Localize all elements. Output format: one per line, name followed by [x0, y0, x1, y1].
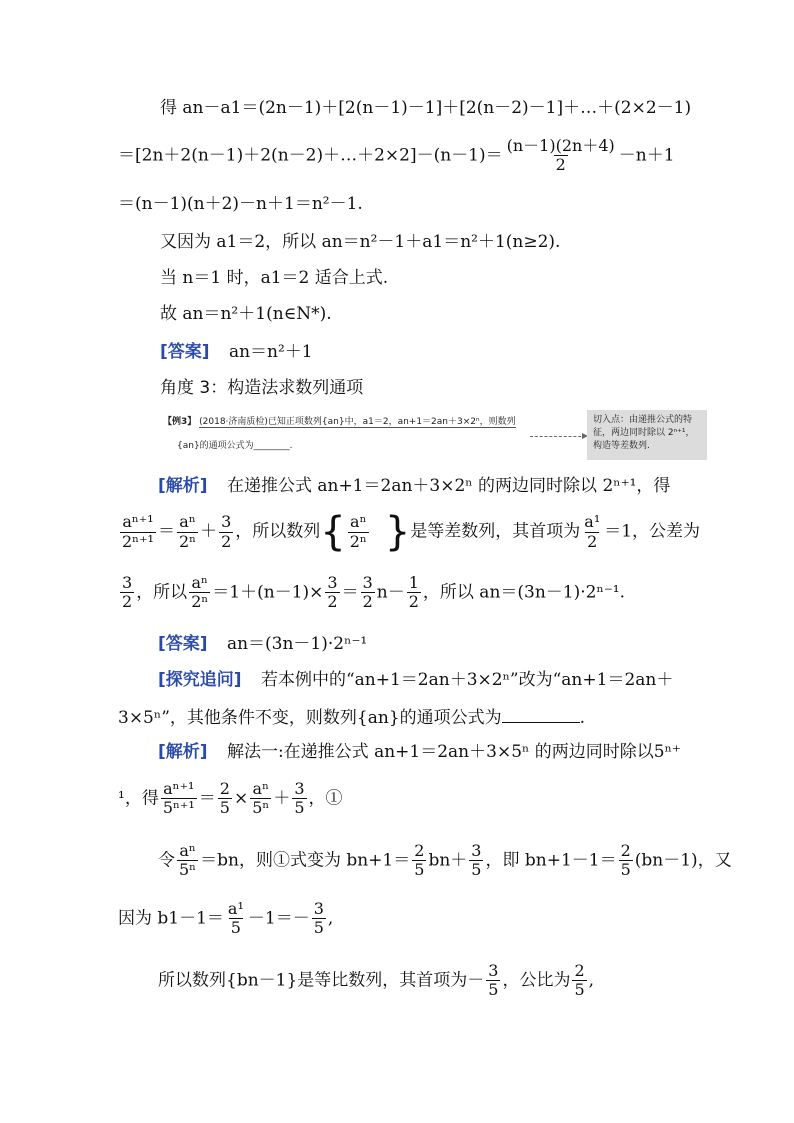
- fraction-numerator: 3: [327, 573, 338, 592]
- text: ,: [327, 908, 334, 929]
- fraction-numerator: aⁿ: [252, 779, 270, 798]
- solution-line-5: [158, 962, 594, 1000]
- fraction-numerator: 3: [294, 779, 305, 798]
- fraction-denominator: 2: [587, 531, 598, 551]
- fraction: [407, 574, 421, 612]
- fraction-numerator: a¹: [227, 899, 244, 918]
- example-line-2: {an}的通项公式为________.: [177, 441, 293, 451]
- fraction: [312, 900, 326, 938]
- answer-1: [160, 344, 313, 361]
- analysis-line-2: [118, 509, 701, 555]
- answer-label: [答案]: [160, 342, 210, 362]
- right-brace-icon: }: [384, 509, 411, 555]
- text: bn＋: [428, 850, 468, 871]
- fraction: [120, 574, 134, 612]
- fraction-numerator: aⁿ⁺¹: [122, 512, 154, 532]
- fraction-numerator: 2: [219, 779, 230, 798]
- solution-label: [解析]: [158, 742, 208, 762]
- text: ，所以数列: [235, 521, 321, 542]
- fraction-denominator: 5: [230, 918, 241, 938]
- explore-label: [探究追问]: [158, 670, 242, 690]
- fraction-numerator: 2: [620, 841, 631, 860]
- equation-line-1: 得 an－a1＝(2n－1)＋[2(n－1)－1]＋[2(n－2)－1]＋…＋(2×2－1): [160, 98, 692, 118]
- fraction-denominator: 2ⁿ: [191, 592, 209, 612]
- equals-sign: ＝: [157, 521, 175, 542]
- equals-sign: ＝: [198, 788, 216, 809]
- fraction: [219, 513, 233, 551]
- fraction: [120, 513, 156, 551]
- example-problem: [163, 410, 583, 460]
- fraction-numerator: 3: [122, 573, 133, 592]
- fraction-denominator: 2: [555, 155, 566, 175]
- fraction-denominator: 2: [122, 592, 133, 612]
- fraction: [325, 574, 339, 612]
- fraction-denominator: 2: [408, 592, 419, 612]
- fraction-denominator: 5: [313, 918, 324, 938]
- fraction: [292, 780, 306, 818]
- answer-2: [158, 636, 367, 653]
- equation-line-3: ＝(n－1)(n＋2)－n＋1＝n²－1.: [118, 194, 363, 214]
- fraction: [412, 842, 426, 880]
- fraction-denominator: 5: [574, 980, 585, 1000]
- text: 是等差数列，其首项为: [410, 521, 581, 542]
- arrow-icon: [530, 436, 586, 438]
- fraction-denominator: 2: [362, 592, 373, 612]
- text: 所以数列{bn－1}是等比数列，其首项为－: [158, 970, 485, 991]
- fraction-numerator: 1: [408, 573, 419, 592]
- answer-value: an＝n²＋1: [228, 342, 313, 362]
- fraction: [469, 842, 483, 880]
- fraction-denominator: 5: [471, 860, 482, 880]
- fraction-denominator: 5: [219, 798, 230, 818]
- fraction-numerator: 3: [313, 899, 324, 918]
- fraction-denominator: 2ⁿ⁺¹: [122, 531, 154, 551]
- fraction-numerator: aⁿ: [179, 841, 196, 860]
- fraction-denominator: 5: [620, 860, 631, 880]
- explore-text: 3×5ⁿ”，其他条件不变，则数列{an}的通项公式为: [118, 708, 502, 728]
- left-brace-icon: {: [320, 509, 346, 555]
- analysis-line-1: [158, 478, 670, 495]
- fraction: [619, 842, 633, 880]
- fraction: [161, 780, 197, 818]
- fraction: [361, 574, 375, 612]
- text: ＝1，公差为: [604, 521, 701, 542]
- text: ，所以 an＝(3n－1)·2ⁿ⁻¹.: [422, 582, 626, 603]
- text-line-4: 又因为 a1＝2，所以 an＝n²－1＋a1＝n²＋1(n≥2).: [160, 232, 561, 252]
- text: ，公比为: [502, 970, 571, 991]
- solution-line-2: [118, 780, 343, 818]
- fraction-numerator: a¹: [584, 512, 601, 532]
- explore-line-2: [118, 708, 585, 727]
- text: 令: [158, 850, 175, 871]
- analysis-line-3: [118, 574, 625, 612]
- fraction-numerator: aⁿ: [350, 512, 367, 532]
- text: ＝: [341, 582, 359, 603]
- text: ¹，得: [118, 788, 159, 809]
- example-line-1: [163, 414, 516, 427]
- fraction-numerator: 3: [221, 512, 232, 532]
- answer-blank: [502, 708, 580, 723]
- text: 因为 b1－1＝: [118, 908, 224, 929]
- fraction-denominator: 5: [414, 860, 425, 880]
- text: －1＝－: [247, 908, 310, 929]
- fraction-numerator: (n－1)(2n＋4): [506, 136, 615, 155]
- fraction-numerator: aⁿ⁺¹: [163, 779, 195, 798]
- text: ,: [588, 970, 595, 991]
- eq2-left: ＝[2n＋2(n－1)＋2(n－2)＋…＋2×2]－(n－1)＝: [118, 145, 503, 166]
- fraction: [177, 513, 198, 551]
- fraction-denominator: 2ⁿ: [178, 531, 197, 551]
- text: ＝bn，则①式变为 bn+1＝: [200, 850, 411, 871]
- eq2-right: －n＋1: [618, 145, 675, 166]
- text: ，即 bn+1－1＝: [485, 850, 617, 871]
- text: n－: [376, 582, 405, 603]
- plus-sign: ＋: [200, 521, 218, 542]
- explore-text: 若本例中的“an+1＝2an＋3×2ⁿ”改为“an+1＝2an＋: [260, 670, 674, 690]
- text: (bn－1)，又: [634, 850, 732, 871]
- fraction: [250, 780, 271, 818]
- fraction-denominator: 5ⁿ⁺¹: [162, 798, 195, 818]
- fraction-denominator: 5ⁿ: [252, 798, 270, 818]
- text-line-6: 故 an＝n²＋1(n∈N*).: [160, 304, 332, 324]
- text-line-5: 当 n＝1 时，a1＝2 适合上式.: [160, 268, 389, 288]
- solution-line-4: [118, 900, 333, 938]
- entry-point-note: 切入点：由递推公式的特征，两边同时除以 2ⁿ⁺¹，构造等差数列.: [587, 410, 707, 460]
- answer-label: [答案]: [158, 634, 208, 654]
- solution-text: 解法一:在递推公式 an+1＝2an＋3×5ⁿ 的两边同时除以5ⁿ⁺: [226, 742, 681, 762]
- analysis-text: 在递推公式 an+1＝2an＋3×2ⁿ 的两边同时除以 2ⁿ⁺¹，得: [226, 476, 671, 496]
- fraction: [505, 137, 617, 175]
- fraction-denominator: 5ⁿ: [179, 860, 197, 880]
- solution-line-1: [158, 744, 681, 761]
- fraction-numerator: 3: [362, 573, 373, 592]
- fraction-denominator: 5: [488, 980, 499, 1000]
- fraction: [226, 900, 246, 938]
- fraction: [486, 962, 500, 1000]
- fraction-numerator: 3: [488, 961, 499, 980]
- fraction-numerator: aⁿ: [191, 573, 208, 592]
- fraction-numerator: 2: [574, 961, 585, 980]
- fraction: [218, 780, 232, 818]
- plus-sign: ＋: [273, 788, 291, 809]
- section-heading: 角度 3：构造法求数列通项: [160, 378, 364, 398]
- period: .: [579, 708, 586, 728]
- fraction: [582, 513, 602, 551]
- text: ，①: [308, 788, 343, 809]
- equation-line-2: [118, 137, 675, 175]
- fraction: [189, 574, 210, 612]
- text: ＝1＋(n－1)×: [212, 582, 324, 603]
- fraction: [572, 962, 586, 1000]
- fraction: [348, 513, 369, 551]
- fraction-denominator: 2: [221, 531, 232, 551]
- fraction: [177, 842, 198, 880]
- fraction-denominator: 2: [327, 592, 338, 612]
- explore-line-1: [158, 672, 673, 689]
- fraction-numerator: 3: [471, 841, 482, 860]
- answer-value: an＝(3n－1)·2ⁿ⁻¹: [226, 634, 368, 654]
- times-sign: ×: [233, 788, 249, 809]
- fraction-denominator: 5: [294, 798, 305, 818]
- fraction-numerator: 2: [414, 841, 425, 860]
- fraction-denominator: 2ⁿ: [349, 531, 367, 551]
- example-statement: (2018·济南质检)已知正项数列{an}中，a1＝2，an+1＝2an＋3×2ⁿ，则数列: [199, 417, 516, 427]
- fraction-numerator: aⁿ: [179, 512, 196, 532]
- example-tag: 【例3】: [163, 417, 197, 427]
- solution-line-3: [158, 842, 732, 880]
- text: ，所以: [136, 582, 188, 603]
- analysis-label: [解析]: [158, 476, 208, 496]
